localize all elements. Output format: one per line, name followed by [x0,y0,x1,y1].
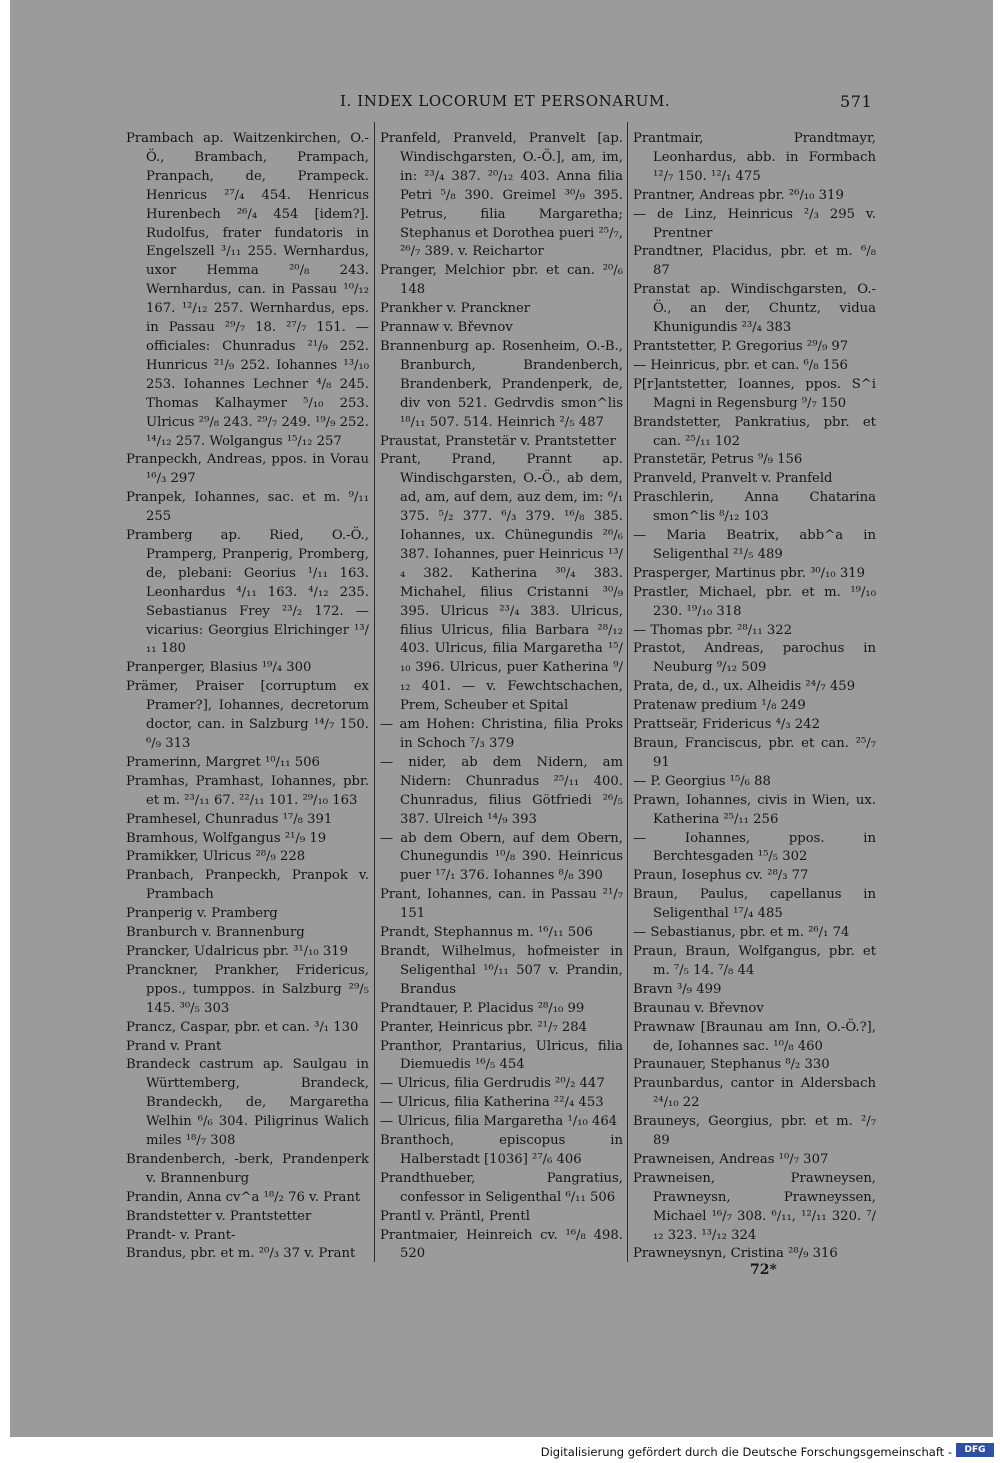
index-entry: — P. Georgius ¹⁵/₆ 88 [633,773,771,789]
index-entry: Pranpeckh, Andreas, ppos. in Vorau ¹⁶/₃ 297 [126,452,369,487]
index-entry: Prawneisen, Prawneysen, Prawneysn, Prawneyssen, Michael ¹⁶/₇ 308. ⁶/₁₁, ¹²/₁₁ 320. ⁷/₁₂ 323. ¹³/₁₂ 324 [633,1170,876,1243]
index-entry: Pranfeld, Pranveld, Pranvelt [ap. Windischgarsten, O.-Ö.], am, im, in: ²³/₄ 387. ²⁰/₁₂ 403. Anna filia Petri ⁵/₈ 390. Greimel ³⁰/₉ 395. Petrus, filia Margaretha; Stephanus et Dorothea pueri ²⁵/₇, ²⁶/₇ 389. v. Reichartor [380,131,623,260]
index-entry: Branthoch, episcopus in Halberstadt [1036] ²⁷/₆ 406 [380,1133,623,1167]
index-page [10,0,993,1437]
index-entry: Prastler, Michael, pbr. et m. ¹⁹/₁₀ 230. ¹⁹/₁₀ 318 [633,584,876,619]
index-entry: P[r]antstetter, Ioannes, ppos. S^i Magni in Regensburg ⁹/₇ 150 [633,376,876,411]
index-entry: Prattseär, Fridericus ⁴/₃ 242 [633,717,820,733]
index-entry: Prandthueber, Pangratius, confessor in Seligenthal ⁶/₁₁ 506 [380,1170,623,1205]
index-column-3 [633,130,876,1260]
dfg-logo[interactable]: DFG [956,1443,994,1457]
index-entry: Pramhas, Pramhast, Iohannes, pbr. et m. ²³/₁₁ 67. ²²/₁₁ 101. ²⁹/₁₀ 163 [126,773,369,808]
index-entry: Braun, Paulus, capellanus in Seligenthal ¹⁷/₄ 485 [633,887,876,922]
footer-bar [0,1437,1000,1463]
index-entry: — Iohannes, ppos. in Berchtesgaden ¹⁵/₅ 302 [633,830,876,865]
index-column-2 [380,130,623,1260]
index-entry: Praun, Braun, Wolfgangus, pbr. et m. ⁷/₅ 14. ⁷/₈ 44 [633,943,876,978]
index-entry: Brandt, Wilhelmus, hofmeister in Seligenthal ¹⁶/₁₁ 507 v. Prandin, Brandus [380,943,623,997]
index-entry: Prawneisen, Andreas ¹⁰/₇ 307 [633,1151,829,1167]
index-entry: Prantl v. Präntl, Prentl [380,1208,530,1224]
index-entry: Branburch v. Brannenburg [126,925,305,941]
index-entry: Prawneysnyn, Cristina ²⁸/₉ 316 [633,1246,838,1260]
index-entry: Prandin, Anna cv^a ¹⁸/₂ 76 v. Prant [126,1189,361,1205]
index-entry: — Ulricus, filia Gerdrudis ²⁰/₂ 447 [380,1076,605,1092]
index-entry: — Ulricus, filia Margaretha ¹/₁₀ 464 [380,1114,618,1130]
index-column-1 [126,130,369,1260]
index-entry: Prancker, Udalricus pbr. ³¹/₁₀ 319 [126,943,349,959]
index-entry: Prannaw v. Břevnov [380,320,513,336]
index-entry: Bramhous, Wolfgangus ²¹/₉ 19 [126,830,327,846]
index-entry: Praunauer, Stephanus ⁸/₂ 330 [633,1057,830,1073]
index-entry: Pranstat ap. Windischgarsten, O.-Ö., an der, Chuntz, vidua Khunigundis ²³/₄ 383 [633,282,876,336]
index-entry: Brandstetter v. Prantstetter [126,1208,312,1224]
index-entry: Brandeck castrum ap. Saulgau in Württemberg, Brandeck, Brandeckh, de, Margaretha Welhin ⁶/₆ 304. Piligrinus Walich miles ¹⁸/₇ 308 [126,1057,369,1149]
index-entry: Prankher v. Pranckner [380,301,531,317]
index-entry: — Ulricus, filia Katherina ²²/₄ 453 [380,1095,604,1111]
index-entry: Brauneys, Georgius, pbr. et m. ²/₇ 89 [633,1114,876,1149]
index-entry: Prantstetter, P. Gregorius ²⁹/₉ 97 [633,338,849,354]
index-entry: Prambach ap. Waitzenkirchen, O.-Ö., Brambach, Prampach, Pranpach, de, Prampeck. Henricus ²⁷/₄ 454. Henricus Hurenbech ²⁶/₄ 454 [idem?]. Rudolfus, frater fundatoris in Engelszell ³/₁₁ 255. Wernhardus, uxor Hemma ²⁰/₈ 243. Wernhardus, can. in Passau ¹⁰/₁₂ 167. ¹²/₁₂ 257. Wernhardus, eps. in Passau ²⁹/₇ 18. ²⁷/₇ 151. — officiales: Chunradus ²¹/₉ 252. Hunricus ²¹/₉ 252. Iohannes ¹³/₁₀ 253. Iohannes Lechner ⁴/₈ 245. Thomas Kalhaymer ⁵/₁₀ 253. Ulricus ²⁹/₈ 243. ²⁹/₇ 249. ¹⁹/₉ 252. ¹⁴/₁₂ 257. Wolgangus ¹⁵/₁₂ 257 [126,131,369,449]
footer-credit: Digitalisierung gefördert durch die Deutsche Forschungsgemeinschaft - [540,1445,952,1459]
index-entry: — Maria Beatrix, abb^a in Seligenthal ²¹/₅ 489 [633,528,876,562]
index-entry: Braun, Franciscus, pbr. et can. ²⁵/₇ 91 [633,736,876,770]
index-entry: Brannenburg ap. Rosenheim, O.-B., Branburch, Brandenberch, Brandenberk, Prandenperk, de, div von 521. Gedrvdis smon^lis ¹⁸/₁₁ 507. 514. Heinrich ²/₅ 487 [380,338,623,430]
index-entry: Pramhesel, Chunradus ¹⁷/₈ 391 [126,811,333,827]
index-entry: Prawnaw [Braunau am Inn, O.-Ö.?], de, Iohannes sac. ¹⁰/₈ 460 [633,1019,876,1054]
index-entry: Pranveld, Pranvelt v. Pranfeld [633,471,833,487]
index-entry: Pranger, Melchior pbr. et can. ²⁰/₆ 148 [380,263,623,298]
index-entry: — Heinricus, pbr. et can. ⁶/₈ 156 [633,357,848,373]
index-entry: — Thomas pbr. ²⁸/₁₁ 322 [633,622,793,638]
index-entry: Pranstetär, Petrus ⁹/₉ 156 [633,452,803,468]
index-entry: Braunau v. Břevnov [633,1000,764,1016]
index-entry: Pranckner, Prankher, Fridericus, ppos., tumppos. in Salzburg ²⁹/₅ 145. ³⁰/₅ 303 [126,962,369,1016]
index-entry: Brandenberch, -berk, Prandenperk v. Brannenburg [126,1151,369,1186]
running-head [10,92,993,112]
index-entry: Prandt- v. Prant- [126,1227,236,1243]
index-entry: Prantmaier, Heinreich cv. ¹⁶/₈ 498. 520 [380,1227,623,1260]
column-rule [627,122,628,1262]
index-entry: — de Linz, Heinricus ²/₃ 295 v. Prentner [633,206,876,241]
index-entry: Pranter, Heinricus pbr. ²¹/₇ 284 [380,1019,588,1035]
index-entry: Prasperger, Martinus pbr. ³⁰/₁₀ 319 [633,565,866,581]
index-entry: Pranbach, Pranpeckh, Pranpok v. Prambach [126,868,369,903]
column-rule [374,122,375,1262]
index-entry: Prawn, Iohannes, civis in Wien, ux. Katherina ²⁵/₁₁ 256 [633,792,876,827]
index-entry: Pratenaw predium ¹/₈ 249 [633,698,806,714]
index-entry: Praustat, Pranstetär v. Prantstetter [380,433,616,449]
index-entry: Prantmair, Prandtmayr, Leonhardus, abb. in Formbach ¹²/₇ 150. ¹²/₁ 475 [633,131,876,184]
index-entry: Prämer, Praiser [corruptum ex Pramer?], Iohannes, decretorum doctor, can. in Salzburg ¹⁴/₇ 150. ⁶/₉ 313 [126,679,369,751]
index-entry: Praun, Iosephus cv. ²⁸/₃ 77 [633,868,809,884]
index-entry: Pranthor, Prantarius, Ulricus, filia Diemuedis ¹⁶/₅ 454 [380,1038,623,1073]
index-entry: Praunbardus, cantor in Aldersbach ²⁴/₁₀ 22 [633,1076,876,1111]
index-entry: Pramberg ap. Ried, O.-Ö., Pramperg, Pranperig, Promberg, de, plebani: Georius ¹/₁₁ 163. Leonhardus ⁴/₁₁ 163. ⁴/₁₂ 235. Sebastianus Frey ²³/₂ 172. — vicarius: Georgius Elrichinger ¹³/₁₁ 180 [126,528,369,657]
index-entry: Praschlerin, Anna Chatarina smon^lis ⁸/₁₂ 103 [633,490,876,525]
index-entry: — Sebastianus, pbr. et m. ²⁶/₁ 74 [633,925,850,941]
index-entry: — nider, ab dem Nidern, am Nidern: Chunradus ²⁵/₁₁ 400. Chunradus, filius Götfriedi ²⁶/₅ 387. Ulreich ¹⁴/₉ 393 [380,754,623,827]
index-entry: Prandt, Stephannus m. ¹⁶/₁₁ 506 [380,925,593,941]
index-entry: Pramikker, Ulricus ²⁸/₉ 228 [126,849,306,865]
index-entry: Pranperig v. Pramberg [126,906,278,922]
page-title: I. INDEX LOCORUM ET PERSONARUM. [340,92,671,110]
index-entry: — ab dem Obern, auf dem Obern, Chunegundis ¹⁰/₈ 390. Heinricus puer ¹⁷/₁ 376. Iohannes ⁸/₈ 390 [380,830,623,884]
page-number: 571 [840,92,873,111]
index-entry: Pranpek, Iohannes, sac. et m. ⁹/₁₁ 255 [126,490,369,525]
index-entry: Bravn ³/₉ 499 [633,981,722,997]
index-entry: Pranperger, Blasius ¹⁹/₄ 300 [126,660,312,676]
index-entry: Prandtauer, P. Placidus ²⁸/₁₀ 99 [380,1000,585,1016]
index-entry: Prantner, Andreas pbr. ²⁶/₁₀ 319 [633,187,844,203]
index-entry: Prand v. Prant [126,1038,222,1054]
index-entry: Prandtner, Placidus, pbr. et m. ⁶/₈ 87 [633,244,876,279]
index-entry: — am Hohen: Christina, filia Proks in Schoch ⁷/₃ 379 [380,717,623,751]
index-entry: Brandstetter, Pankratius, pbr. et can. ²⁵/₁₁ 102 [633,414,876,449]
signature-mark: 72* [750,1262,777,1278]
index-entry: Prastot, Andreas, parochus in Neuburg ⁹/₁₂ 509 [633,641,876,676]
index-entry: Prant, Iohannes, can. in Passau ²¹/₇ 151 [380,887,623,922]
index-entry: Brandus, pbr. et m. ²⁰/₃ 37 v. Prant [126,1246,356,1260]
index-entry: Pramerinn, Margret ¹⁰/₁₁ 506 [126,754,320,770]
index-entry: Prancz, Caspar, pbr. et can. ³/₁ 130 [126,1019,359,1035]
index-entry: Prant, Prand, Prannt ap. Windischgarsten, O.-Ö., ab dem, ad, am, auf dem, auz dem, im: ⁶/₁ 375. ⁵/₂ 377. ⁶/₃ 379. ¹⁶/₈ 385. Iohannes, ux. Chünegundis ²⁶/₆ 387. Iohannes, puer Heinricus ¹³/₄ 382. Katherina ³⁰/₄ 383. Michahel, filius Cristanni ³⁰/₉ 395. Ulricus ²³/₄ 383. Ulricus, filius Ulricus, filia Barbara ²⁸/₁₂ 403. Ulricus, filia Margaretha ¹⁵/₁₀ 396. Ulricus, puer Katherina ⁹/₁₂ 401. — v. Fewchtschachen, Prem, Scheuber et Spital [380,452,623,714]
index-entry: Prata, de, d., ux. Alheidis ²⁴/₇ 459 [633,679,856,695]
